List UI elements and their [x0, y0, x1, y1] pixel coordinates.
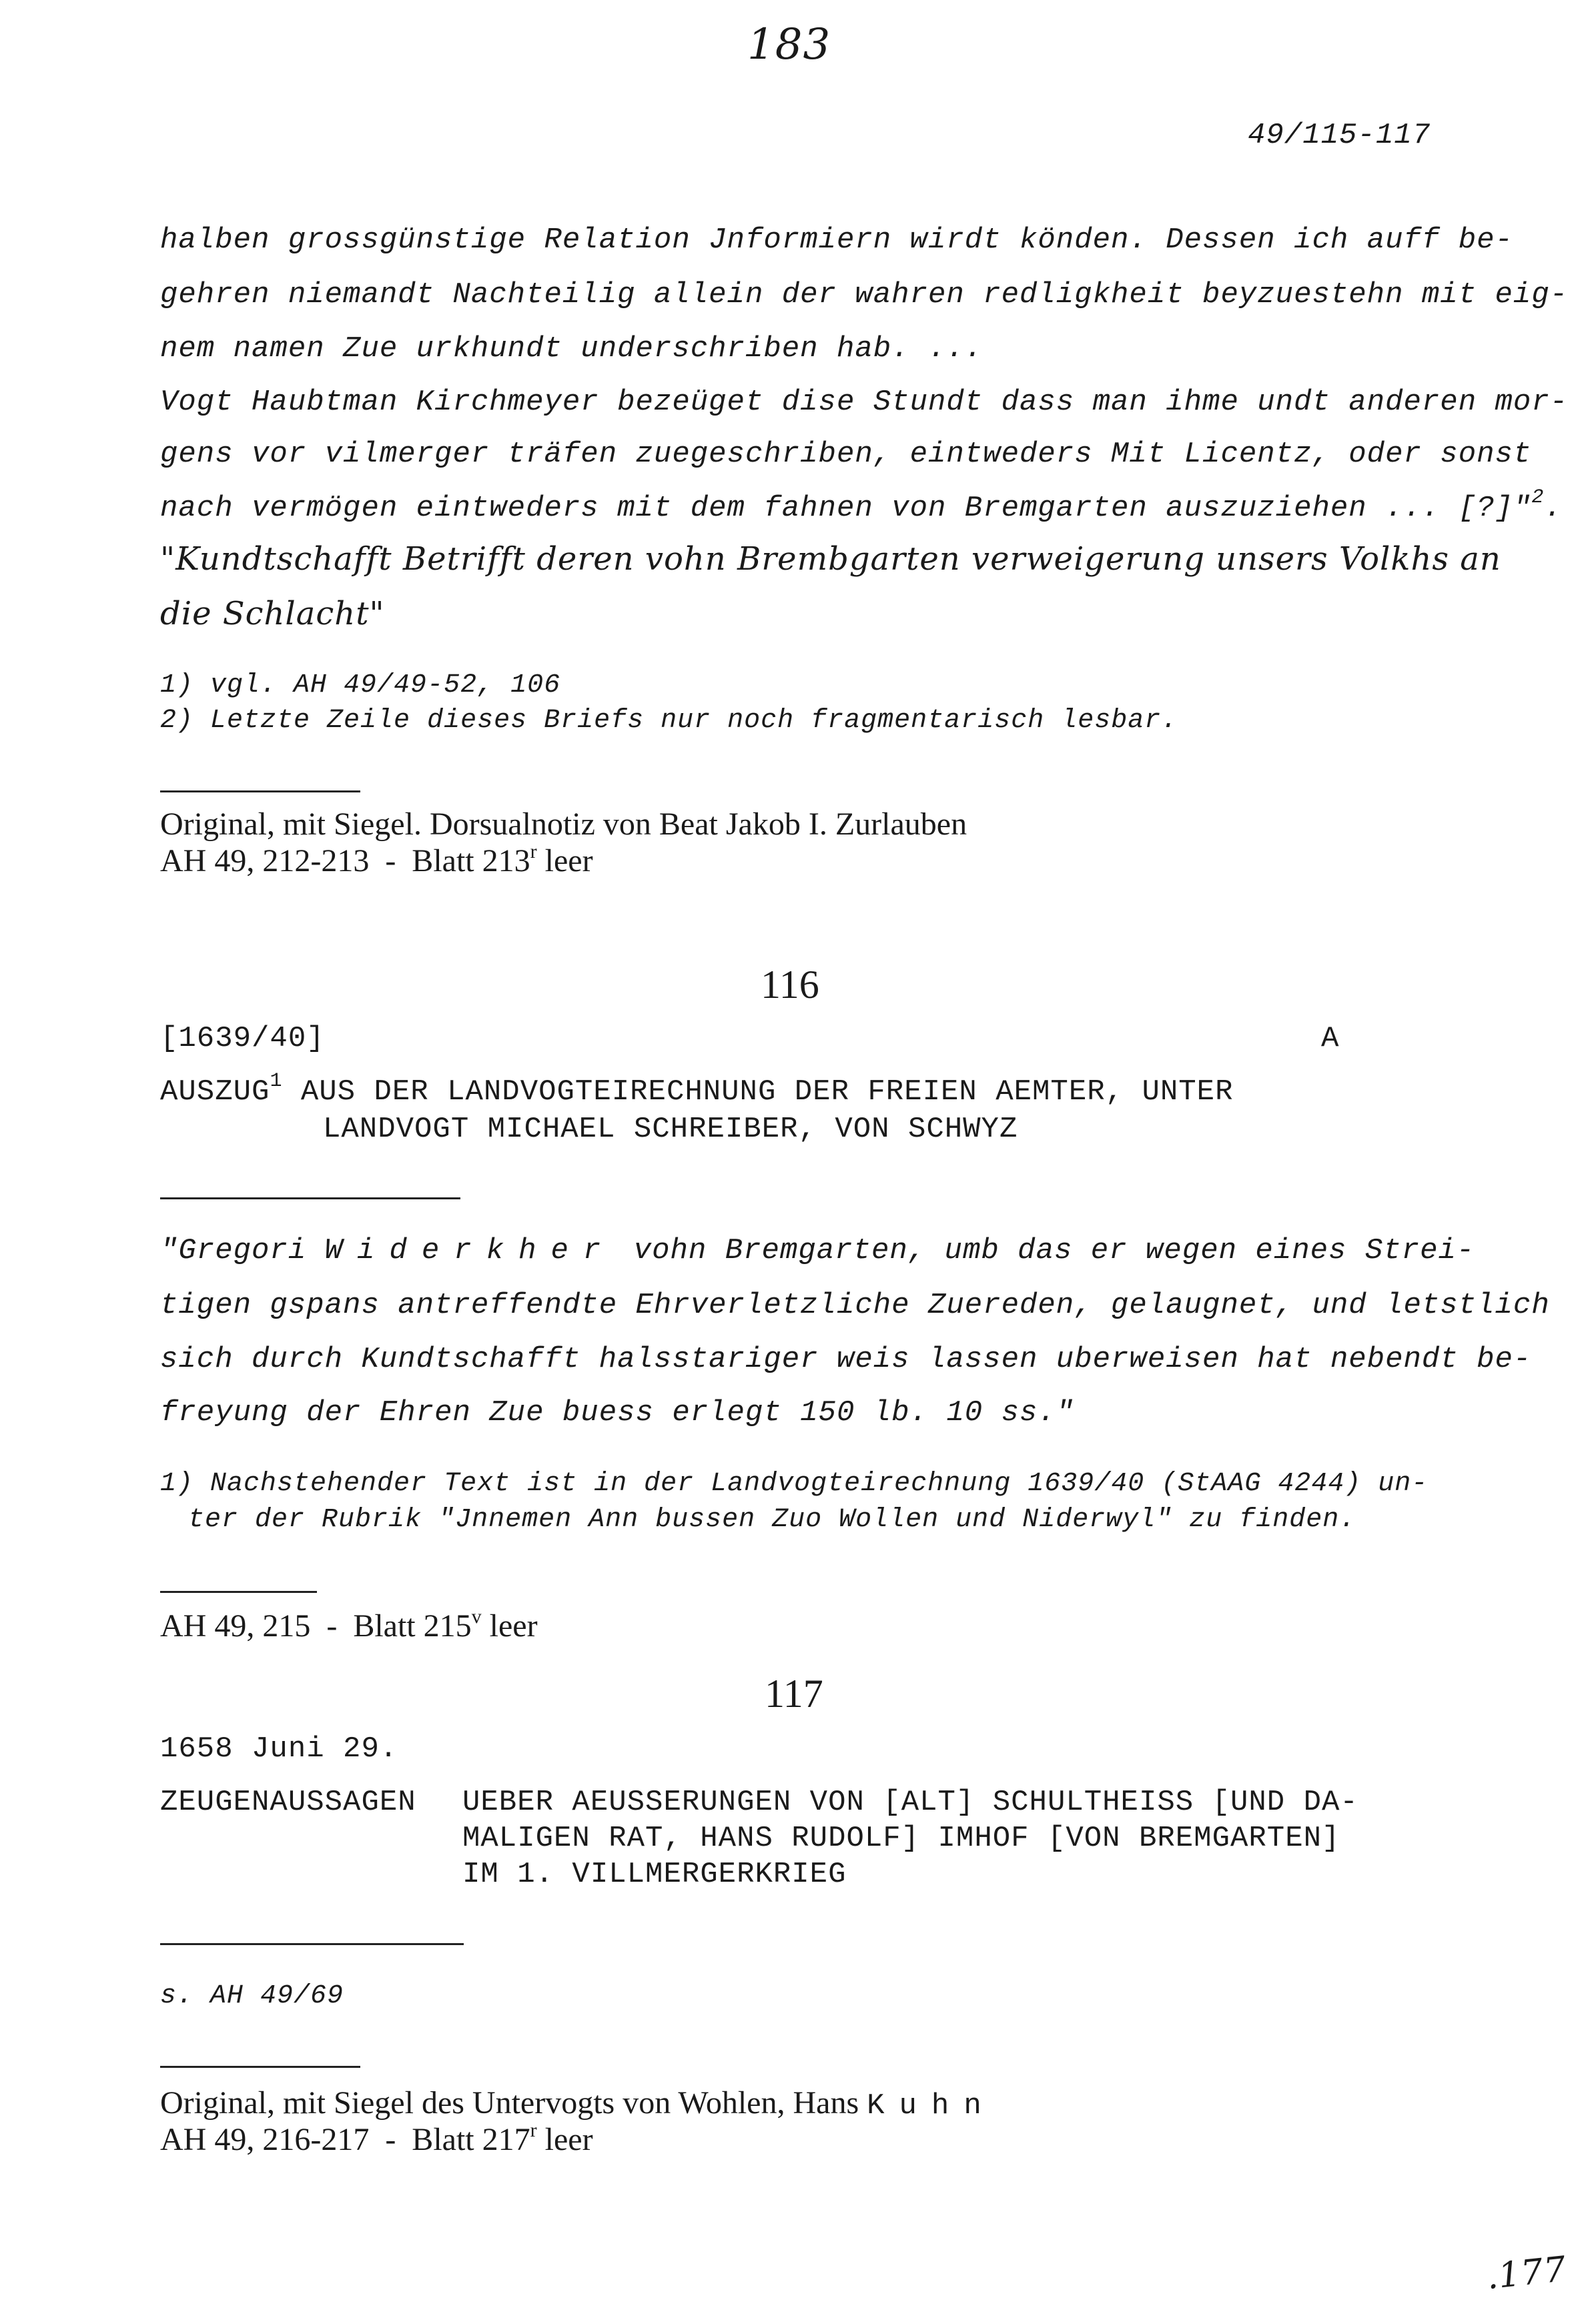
source-text: Original, mit Siegel des Untervogts von Wohlen, Hans — [160, 2085, 867, 2121]
divider — [160, 2066, 360, 2068]
divider — [160, 1197, 460, 1199]
text-line-handwritten: die Schlacht" — [160, 595, 385, 632]
text-line: nem namen Zue urkhundt underschriben hab. ... — [160, 332, 983, 366]
document-number: 117 — [765, 1672, 823, 1716]
document-title-line2: MALIGEN RAT, HANS RUDOLF] IMHOF [VON BREMGARTEN] — [462, 1822, 1340, 1855]
text-line-handwritten: "Kundtschafft Betrifft deren vohn Brembgarten verweigerung unsers Volkhs an — [160, 540, 1501, 578]
footnote: ter der Rubrik "Jnnemen Ann bussen Zuo Wollen und Niderwyl" zu finden. — [188, 1505, 1356, 1535]
document-title-line2: LANDVOGT MICHAEL SCHREIBER, VON SCHWYZ — [323, 1113, 1018, 1146]
archive-ref-end: leer — [536, 2122, 593, 2157]
archive-ref-end: leer — [481, 1608, 538, 1644]
person-name: Widerkher — [324, 1234, 616, 1267]
line-end: . — [1544, 492, 1563, 525]
document-date: [1639/40] — [160, 1022, 325, 1055]
reference-range: 49/115-117 — [1248, 119, 1431, 152]
footnote: 2) Letzte Zeile dieses Briefs nur noch fragmentarisch lesbar. — [160, 706, 1178, 736]
folio-side: r — [530, 840, 537, 862]
source-archive-line — [160, 2121, 593, 2158]
text-line: nach vermögen eintweders mit dem fahnen von Bremgarten auszuziehen ... [?]" — [160, 492, 1532, 525]
archive-ref: AH 49, 212-213 - Blatt 213 — [160, 843, 530, 879]
text-line: Vogt Haubtman Kirchmeyer bezeüget dise Stundt dass man ihme undt anderen mor- — [160, 386, 1569, 419]
footnote-marker: 1 — [270, 1070, 283, 1093]
text-line — [160, 1234, 1475, 1267]
source-archive-line — [160, 842, 593, 879]
document-title-label: ZEUGENAUSSAGEN — [160, 1786, 416, 1819]
text-line: halben grossgünstige Relation Jnformiern wirdt könden. Dessen ich auff be- — [160, 223, 1513, 257]
text-rest: vohn Bremgarten, umb das er wegen eines Strei- — [615, 1234, 1475, 1267]
divider — [160, 1943, 464, 1945]
divider — [160, 790, 360, 792]
archive-ref-end: leer — [536, 843, 593, 879]
text-line: gens vor vilmerger träfen zuegeschriben, eintweders Mit Licentz, oder sonst — [160, 438, 1532, 471]
folio-mark: 183 — [747, 20, 831, 69]
document-number: 116 — [761, 963, 819, 1007]
title-start: AUSZUG — [160, 1075, 270, 1109]
divider — [160, 1591, 317, 1593]
source-note — [160, 2085, 996, 2123]
footnote: 1) vgl. AH 49/49-52, 106 — [160, 670, 561, 700]
page-stamp: .177 — [1485, 2249, 1569, 2298]
archive-ref: AH 49, 215 - Blatt 215 — [160, 1608, 472, 1644]
document-letter: A — [1321, 1022, 1340, 1055]
title-rest: AUS DER LANDVOGTEIRECHNUNG DER FREIEN AEMTER, UNTER — [282, 1075, 1234, 1109]
footnote: 1) Nachstehender Text ist in der Landvogteirechnung 1639/40 (StAAG 4244) un- — [160, 1469, 1429, 1499]
text-open: "Gregori — [160, 1234, 325, 1267]
folio-side: v — [471, 1606, 482, 1628]
archive-ref: AH 49, 216-217 - Blatt 217 — [160, 2122, 530, 2157]
text-line: freyung der Ehren Zue buess erlegt 150 lb. 10 ss." — [160, 1396, 1075, 1429]
cross-reference: s. AH 49/69 — [160, 1981, 344, 2011]
person-name: Kuhn — [867, 2089, 996, 2123]
document-title-line3: IM 1. VILLMERGERKRIEG — [462, 1858, 847, 1891]
source-archive-line — [160, 1608, 538, 1644]
document-date: 1658 Juni 29. — [160, 1732, 398, 1766]
text-line: gehren niemandt Nachteilig allein der wahren redligkheit beyzuestehn mit eig- — [160, 278, 1569, 312]
text-line: sich durch Kundtschafft halsstariger weis lassen uberweisen hat nebendt be- — [160, 1343, 1532, 1376]
folio-side: r — [530, 2119, 537, 2141]
footnote-marker: 2 — [1531, 486, 1545, 509]
document-title — [160, 1070, 1234, 1109]
document-title: UEBER AEUSSERUNGEN VON [ALT] SCHULTHEISS [UND DA- — [462, 1786, 1358, 1819]
text-line: tigen gspans antreffendte Ehrverletzliche Zuereden, gelaugnet, und letstlich — [160, 1289, 1550, 1322]
text-line-with-note — [160, 486, 1563, 525]
source-note: Original, mit Siegel. Dorsualnotiz von Beat Jakob I. Zurlauben — [160, 806, 967, 842]
